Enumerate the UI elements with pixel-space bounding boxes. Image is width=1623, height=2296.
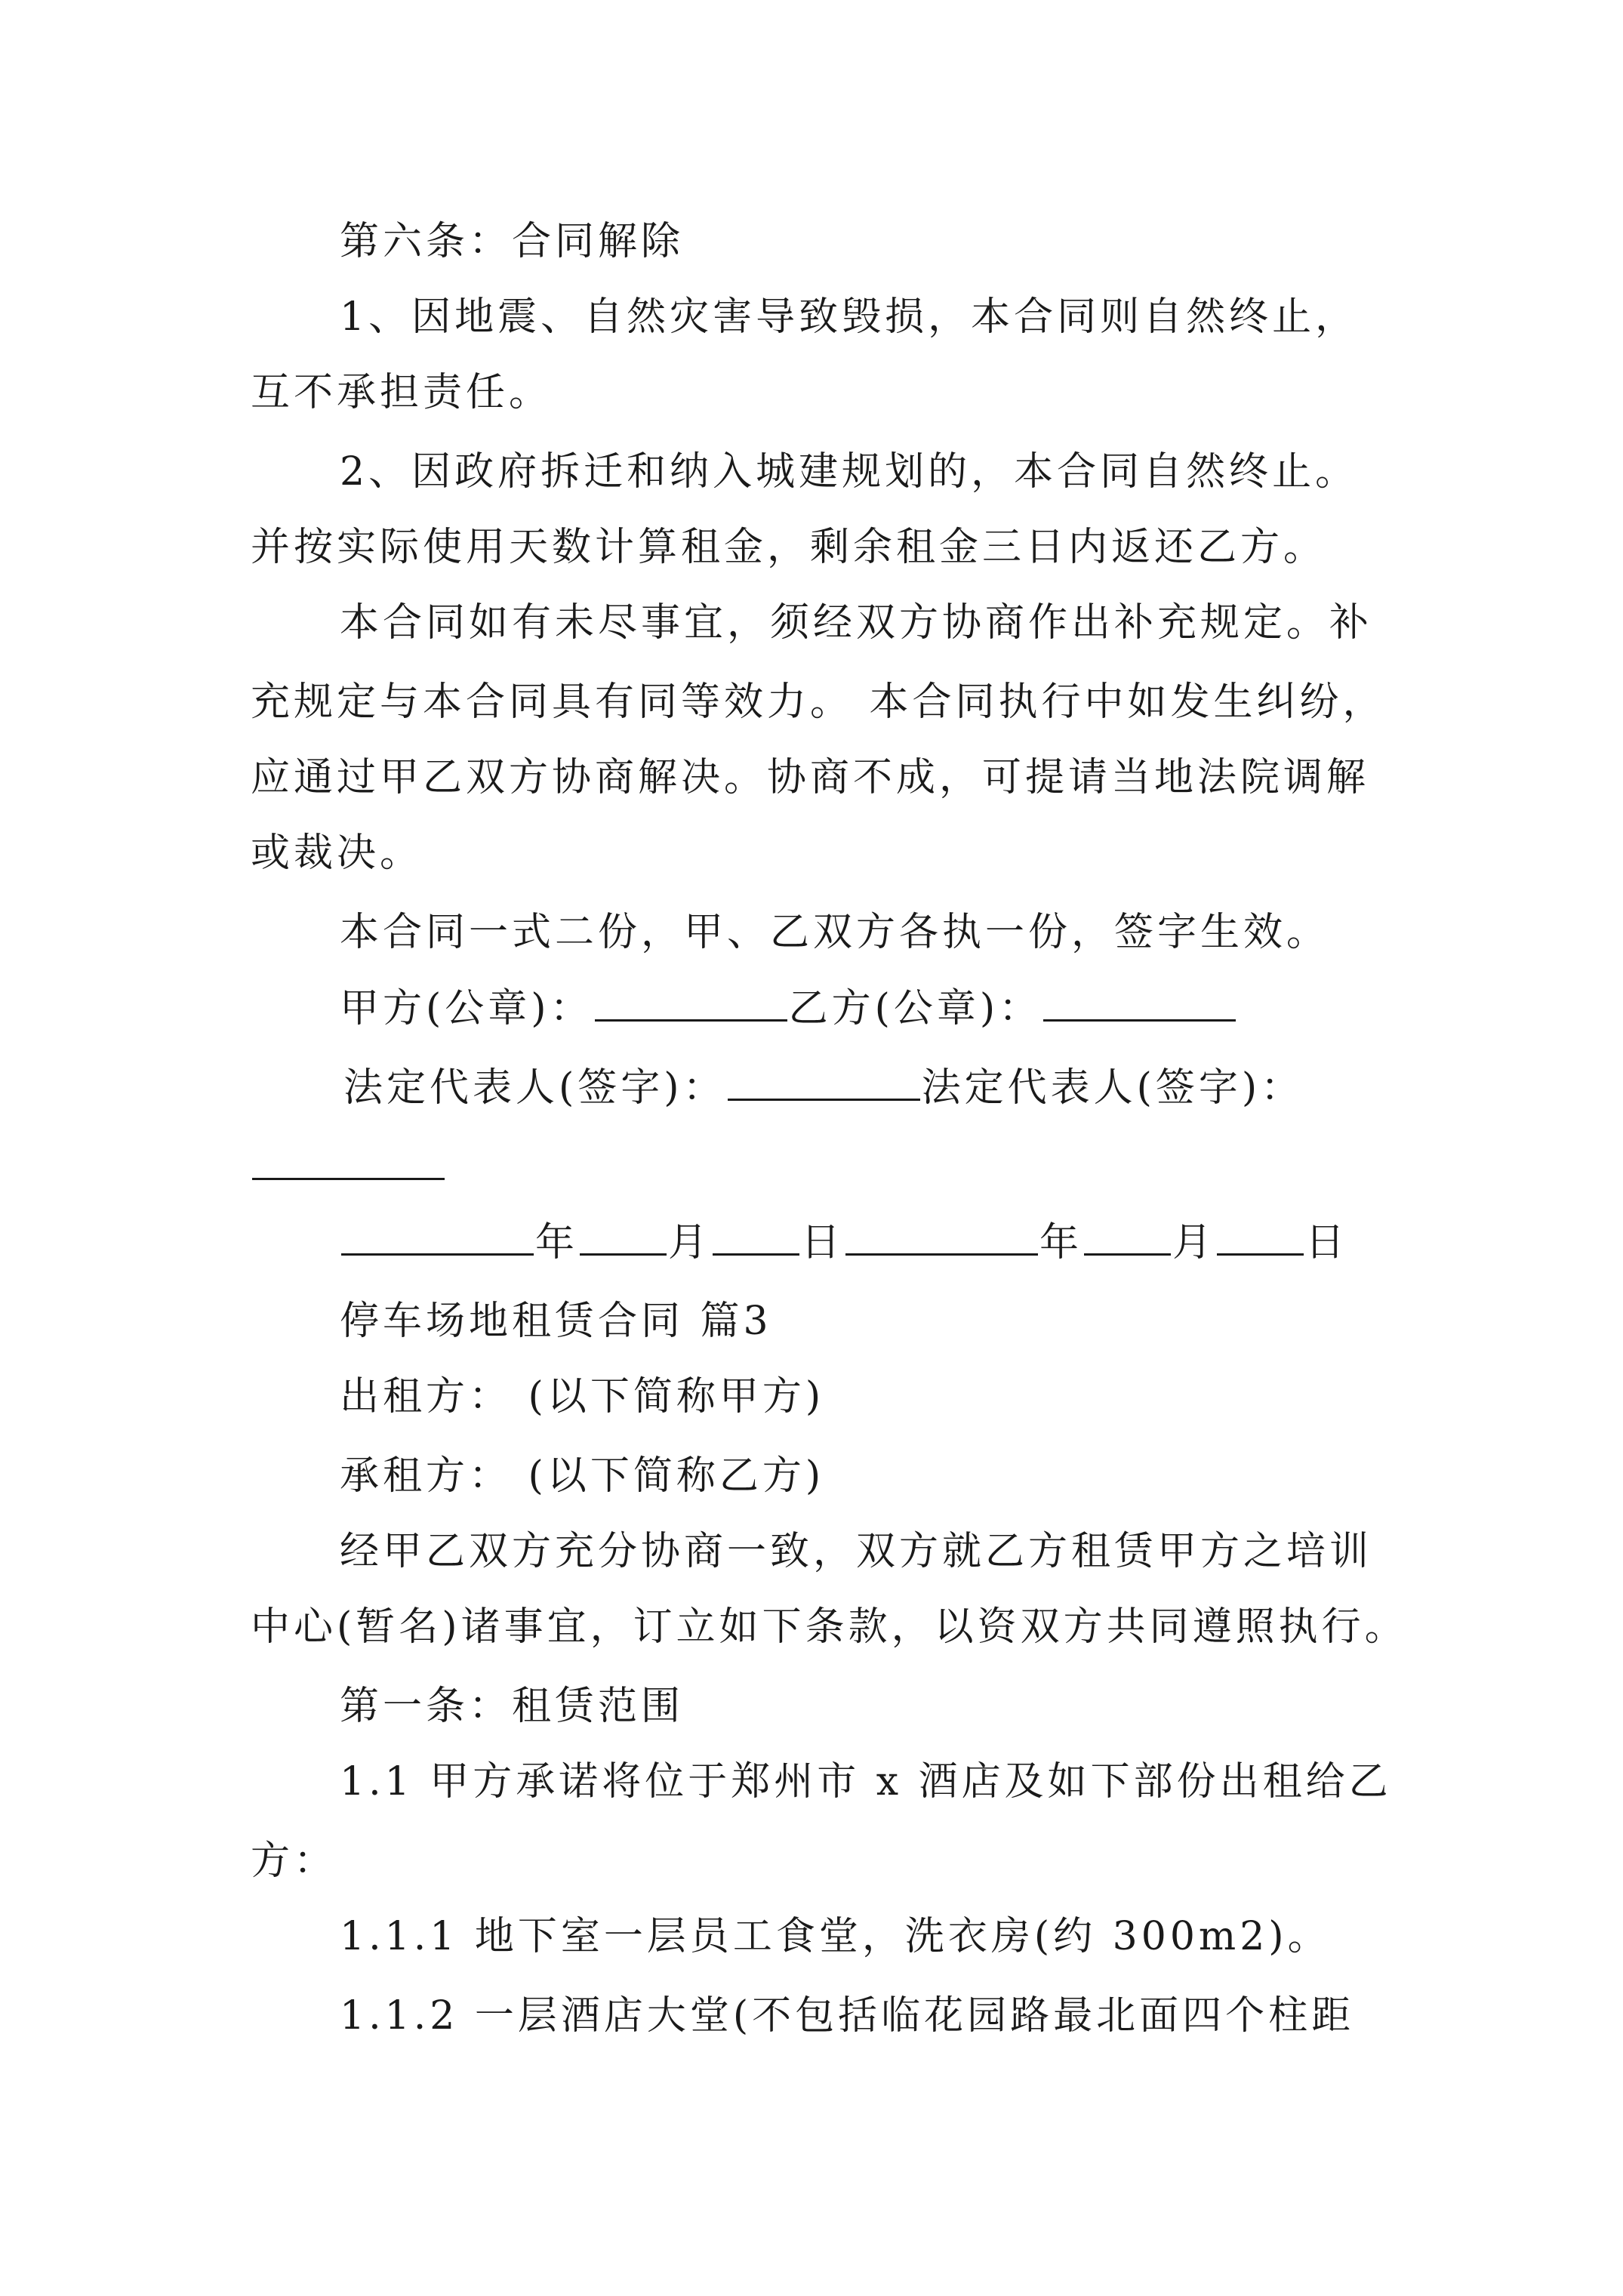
- date-a-day-blank: [713, 1216, 799, 1256]
- lessor-line: 出租方： (以下简称甲方): [340, 1374, 825, 1419]
- date-b-day-blank: [1217, 1216, 1304, 1256]
- seal-line: [340, 982, 1237, 1035]
- clause-6-2: 2、因政府拆迁和纳入城建规划的，本合同自然终止。: [340, 449, 1359, 495]
- rep-b-blank-line: [251, 1140, 446, 1194]
- clause-1-1-2: 1.1.2 一层酒店大堂(不包括临花园路最北面四个柱距: [340, 1993, 1355, 2039]
- date-line: [340, 1216, 1348, 1269]
- party-a-seal-label: 甲方(公章)：: [340, 986, 593, 1031]
- preamble: 经甲乙双方充分协商一致，双方就乙方租赁甲方之培训: [340, 1529, 1373, 1574]
- date-b-year: 年: [1039, 1220, 1083, 1265]
- date-a-month-blank: [580, 1216, 667, 1256]
- supplement-paragraph: 本合同如有未尽事宜，须经双方协商作出补充规定。补: [340, 600, 1373, 646]
- clause-1-1-1: 1.1.1 地下室一层员工食堂，洗衣房(约 300m2)。: [340, 1914, 1331, 1959]
- date-a-year-blank: [341, 1216, 534, 1256]
- party-b-seal-label: 乙方(公章)：: [788, 986, 1042, 1031]
- party-a-seal-blank: [595, 982, 787, 1022]
- rep-a-blank: [728, 1061, 920, 1101]
- clause-6-1: 1、因地震、自然灾害导致毁损，本合同则自然终止，: [340, 294, 1359, 340]
- date-b-month-blank: [1084, 1216, 1171, 1256]
- contract-title: 停车场地租赁合同 篇3: [340, 1299, 772, 1344]
- rep-a-label: 法定代表人(签字)：: [343, 1065, 726, 1111]
- supplement-paragraph-3: 应通过甲乙双方协商解决。协商不成，可提请当地法院调解: [251, 755, 1370, 800]
- clause-6-2-cont: 并按实际使用天数计算租金，剩余租金三日内返还乙方。: [251, 525, 1327, 570]
- article-1-heading: 第一条：租赁范围: [340, 1684, 685, 1729]
- lessee-line: 承租方： (以下简称乙方): [340, 1453, 825, 1499]
- rep-b-label: 法定代表人(签字)：: [921, 1065, 1304, 1111]
- article-6-heading: 第六条：合同解除: [340, 219, 685, 264]
- date-b-day: 日: [1305, 1220, 1349, 1265]
- date-a-day: 日: [801, 1220, 845, 1265]
- supplement-paragraph-4: 或裁决。: [251, 831, 423, 876]
- clause-1-1-cont: 方：: [251, 1838, 337, 1884]
- party-b-seal-blank: [1043, 982, 1236, 1022]
- copies-clause: 本合同一式二份，甲、乙双方各执一份，签字生效。: [340, 910, 1330, 955]
- supplement-paragraph-2: 充规定与本合同具有同等效力。 本合同执行中如发生纠纷，: [251, 680, 1386, 725]
- rep-b-blank: [252, 1140, 445, 1180]
- representative-line: [343, 1061, 1304, 1114]
- date-a-month: 月: [668, 1220, 712, 1265]
- preamble-cont: 中心(暂名)诸事宜，订立如下条款，以资双方共同遵照执行。: [251, 1604, 1408, 1650]
- date-a-year: 年: [535, 1220, 579, 1265]
- clause-1-1: 1.1 甲方承诺将位于郑州市 x 酒店及如下部份出租给乙: [340, 1759, 1392, 1804]
- clause-6-1-cont: 互不承担责任。: [251, 370, 553, 415]
- date-b-year-blank: [845, 1216, 1038, 1256]
- date-b-month: 月: [1172, 1220, 1216, 1265]
